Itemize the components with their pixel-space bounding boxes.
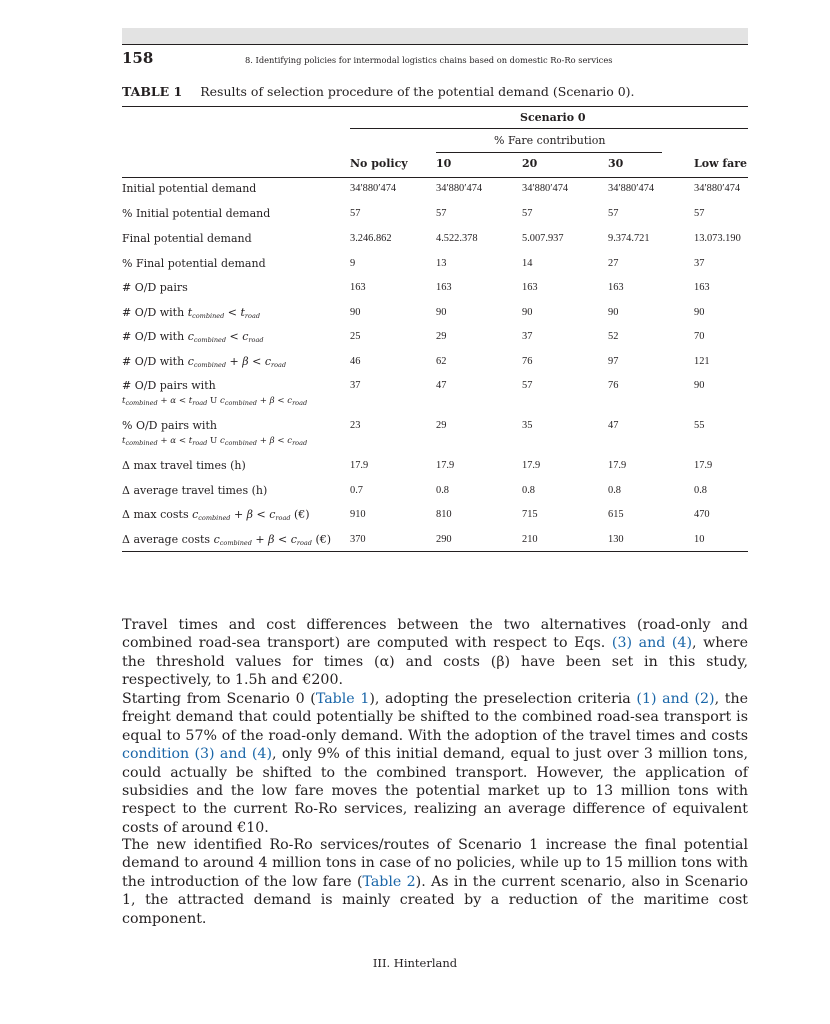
paragraph-text: ). As in the current scenario, also in Scenario 1, the attracted demand is mainly created by a reduction of the maritime cost component. — [122, 873, 749, 927]
scenario-header: Scenario 0 — [520, 111, 586, 124]
col-header-low-fare: Low fare — [694, 157, 748, 170]
table-cell: 17.9 — [350, 460, 369, 471]
table-cell: 57 — [522, 208, 533, 219]
scenario-rule — [350, 128, 748, 129]
table-cell: 37 — [694, 258, 705, 269]
table-bottom-rule — [122, 551, 748, 552]
equation-link[interactable]: condition (3) and (4) — [122, 746, 272, 763]
paragraph-1 — [122, 616, 748, 690]
table-link[interactable]: Table 2 — [362, 873, 416, 890]
row-label: Δ average costs — [122, 533, 211, 546]
header-rule — [122, 44, 748, 45]
table-cell: 34′880′474 — [522, 183, 569, 194]
row-label-suffix: (€) — [315, 533, 332, 546]
table-cell: 90 — [350, 307, 361, 318]
col-header-30: 30 — [608, 157, 624, 170]
paragraph-3 — [122, 836, 748, 928]
table-cell: 34′880′474 — [608, 183, 655, 194]
paragraph-2 — [122, 690, 748, 837]
table-cell: 70 — [694, 331, 705, 342]
table-cell: 810 — [436, 509, 452, 520]
table-cell: 17.9 — [436, 460, 455, 471]
paragraph-text: The new identified Ro-Ro services/routes of Scenario 1 increase the final potential demand to around 4 million tons in case of no policies, while up to 15 million tons with the introduction of the low fare ( — [122, 837, 748, 890]
paragraph-text: ), adopting the preselection criteria — [369, 691, 637, 707]
paragraph-text: , where the threshold values for times (α) and costs (β) have been set in this study, respectively, to 1.5h and €200. — [122, 635, 748, 689]
table-cell: 34′880′474 — [694, 183, 741, 194]
col-header-no-policy: No policy — [350, 157, 408, 170]
row-label: Δ max travel times (h) — [122, 459, 246, 472]
row-label-formula: # O/D with $c_{combined} < c_{road}$ — [122, 330, 264, 344]
table-cell: 57 — [608, 208, 619, 219]
footer-section: III. Hinterland — [372, 956, 458, 970]
paragraph-text: , only 9% of this initial demand, equal to just over 3 million tons, could actually be shifted to the combined transport. However, the application of subsidies and the low fare moves the potential market up to 13 million tons with respect to the current Ro-Ro services, realizing an average difference of equivalent costs of around €10. — [122, 746, 749, 836]
table-cell: 35 — [522, 420, 533, 431]
table-cell: 163 — [350, 282, 366, 293]
row-label: # O/D pairs — [122, 281, 188, 294]
table-cell: 62 — [436, 356, 447, 367]
table-cell: 13.073.190 — [694, 233, 741, 244]
table-cell: 55 — [694, 420, 705, 431]
table-cell: 5.007.937 — [522, 233, 564, 244]
table-cell: 29 — [436, 331, 447, 342]
row-label: % Initial potential demand — [122, 207, 271, 220]
table-cell: 47 — [436, 380, 447, 391]
row-label: % O/D pairs with — [122, 419, 217, 432]
table-cell: 34′880′474 — [436, 183, 483, 194]
table-cell: 0.8 — [608, 485, 621, 496]
row-label-formula: # O/D with $t_{combined} < t_{road}$ — [122, 306, 260, 320]
table-cell: 121 — [694, 356, 710, 367]
table-cell: 17.9 — [608, 460, 627, 471]
table-cell: 715 — [522, 509, 538, 520]
table-cell: 57 — [522, 380, 533, 391]
table-cell: 290 — [436, 534, 452, 545]
row-label-formula: Δ max costs $c_{combined} + \beta < c_{road}$ (€) — [122, 508, 310, 522]
row-label: # O/D with — [122, 306, 185, 319]
table-cell: 163 — [522, 282, 538, 293]
row-label-formula: $t_{combined} + \alpha < t_{road}$ U $c_{combined} + \beta < c_{road}$ — [122, 396, 308, 407]
table-cell: 57 — [436, 208, 447, 219]
table-cell: 0.8 — [694, 485, 707, 496]
page-number: 158 — [122, 49, 154, 67]
table-cell: 76 — [522, 356, 533, 367]
table-cell: 34′880′474 — [350, 183, 397, 194]
row-label: % Final potential demand — [122, 257, 266, 270]
row-label: Δ max costs — [122, 508, 189, 521]
table-cell: 14 — [522, 258, 533, 269]
table-cell: 17.9 — [522, 460, 541, 471]
table-cell: 13 — [436, 258, 447, 269]
table-cell: 27 — [608, 258, 619, 269]
table-cell: 37 — [522, 331, 533, 342]
row-label: Initial potential demand — [122, 182, 257, 195]
table-cell: 97 — [608, 356, 619, 367]
table-cell: 90 — [436, 307, 447, 318]
table-cell: 370 — [350, 534, 366, 545]
table-cell: 0.7 — [350, 485, 363, 496]
equation-link[interactable]: (1) and (2) — [636, 691, 715, 707]
table-label: TABLE 1 — [122, 84, 183, 99]
table-cell: 130 — [608, 534, 624, 545]
table-cell: 210 — [522, 534, 538, 545]
table-caption-text: Results of selection procedure of the potential demand (Scenario 0). — [200, 84, 635, 99]
table-cell: 0.8 — [436, 485, 449, 496]
table-link[interactable]: Table 1 — [315, 691, 370, 707]
table-cell: 910 — [350, 509, 366, 520]
table-cell: 163 — [608, 282, 624, 293]
row-label-suffix: (€) — [293, 508, 310, 521]
table-cell: 90 — [694, 307, 705, 318]
table-cell: 3.246.862 — [350, 233, 392, 244]
table-cell: 0.8 — [522, 485, 535, 496]
table-cell: 76 — [608, 380, 619, 391]
table-cell: 57 — [350, 208, 361, 219]
row-label-formula: $t_{combined} + \alpha < t_{road}$ U $c_{combined} + \beta < c_{road}$ — [122, 436, 308, 447]
table-cell: 46 — [350, 356, 361, 367]
table-cell: 57 — [694, 208, 705, 219]
paragraph-text: Travel times and cost differences between the two alternatives (road-only and combined road-sea transport) are computed with respect to Eqs. — [122, 617, 748, 652]
table-cell: 25 — [350, 331, 361, 342]
row-label: Δ average travel times (h) — [122, 484, 268, 497]
table-cell: 90 — [522, 307, 533, 318]
row-label: # O/D pairs with — [122, 379, 216, 392]
fare-rule — [436, 152, 662, 153]
row-label-formula: # O/D with $c_{combined} + \beta < c_{road}$ — [122, 355, 287, 369]
table-cell: 29 — [436, 420, 447, 431]
equation-link[interactable]: (3) and (4) — [611, 635, 692, 652]
table-cell: 37 — [350, 380, 361, 391]
fare-header: % Fare contribution — [494, 134, 606, 147]
table-cell: 90 — [694, 380, 705, 391]
col-header-10: 10 — [436, 157, 452, 170]
table-top-rule — [122, 106, 748, 107]
running-head: 8. Identifying policies for intermodal logistics chains based on domestic Ro-Ro services — [245, 55, 613, 65]
table-cell: 10 — [694, 534, 705, 545]
table-cell: 23 — [350, 420, 361, 431]
header-bar — [122, 28, 748, 44]
paragraph-text: Starting from Scenario 0 ( — [122, 691, 316, 707]
header-bottom-rule — [122, 177, 748, 178]
table-cell: 47 — [608, 420, 619, 431]
row-label: # O/D with — [122, 355, 185, 368]
table-cell: 615 — [608, 509, 624, 520]
table-cell: 470 — [694, 509, 710, 520]
row-label: Final potential demand — [122, 232, 252, 245]
table-cell: 90 — [608, 307, 619, 318]
row-label: # O/D with — [122, 330, 185, 343]
table-cell: 163 — [436, 282, 452, 293]
table-cell: 17.9 — [694, 460, 713, 471]
table-cell: 9.374.721 — [608, 233, 650, 244]
table-cell: 163 — [694, 282, 710, 293]
col-header-20: 20 — [522, 157, 538, 170]
table-caption — [122, 84, 635, 99]
row-label-formula: Δ average costs $c_{combined} + \beta < c_{road}$ (€) — [122, 533, 332, 547]
table-cell: 52 — [608, 331, 619, 342]
paragraph-text: , the freight demand that could potentially be shifted to the combined road-sea transport is equal to 57% of the road-only demand. With the adoption of the travel times and costs — [122, 691, 748, 744]
table-cell: 4.522.378 — [436, 233, 478, 244]
table-cell: 9 — [350, 258, 356, 269]
